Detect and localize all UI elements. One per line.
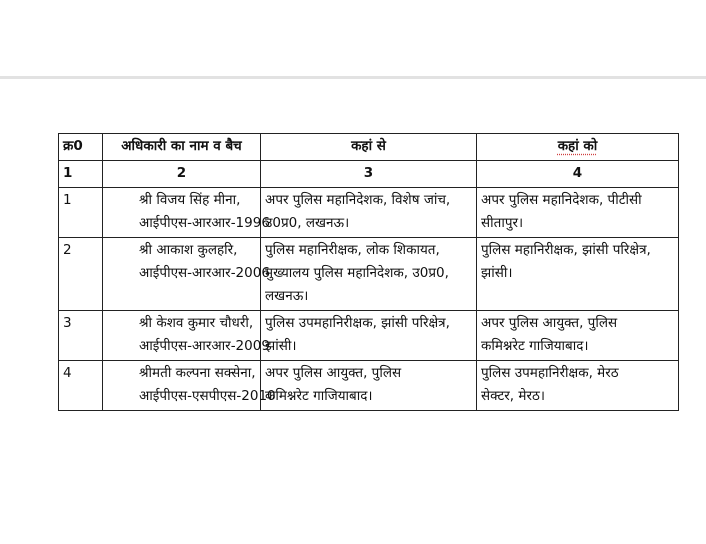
officer-name: श्री विजय सिंह मीना, [139,192,241,208]
to-line: पुलिस महानिरीक्षक, झांसी परिक्षेत्र, [481,242,651,258]
from-line: अपर पुलिस आयुक्त, पुलिस [265,365,402,381]
officer-name: श्री केशव कुमार चौधरी, [139,315,254,331]
to-line: सेक्टर, मेरठ। [481,388,545,404]
header-row [59,134,679,161]
top-divider [0,76,706,79]
to-line: अपर पुलिस आयुक्त, पुलिस [481,315,618,331]
officer-cell [103,361,276,411]
officer-cell [103,238,270,311]
officer-batch: आईपीएस-आरआर-2006 [139,265,270,281]
index-cell: 2 [103,161,261,188]
officer-name: श्री आकाश कुलहरि, [139,242,238,258]
to-line: कमिश्नरेट गाजियाबाद। [481,338,589,354]
to-line: अपर पुलिस महानिदेशक, पीटीसी [481,192,642,208]
index-cell: 4 [477,161,679,188]
to-cell [477,188,679,238]
header-serial: क्र0 [59,134,103,161]
table-row [59,311,679,361]
from-cell [261,238,477,311]
officer-batch: आईपीएस-आरआर-1996 [139,215,270,231]
to-cell [477,361,679,411]
serial-cell: 4 [59,361,103,411]
from-cell [261,188,477,238]
index-row [59,161,679,188]
header-to [477,134,679,161]
from-line: पुलिस उपमहानिरीक्षक, झांसी परिक्षेत्र, [265,315,450,331]
officer-cell [103,188,270,238]
from-cell [261,361,477,411]
from-line: मुख्यालय पुलिस महानिदेशक, उ0प्र0, [265,265,449,281]
serial-cell: 3 [59,311,103,361]
from-line: कमिश्नरेट गाजियाबाद। [265,388,373,404]
from-cell [261,311,477,361]
index-cell: 1 [59,161,103,188]
officer-batch: आईपीएस-एसपीएस-2010 [139,388,276,404]
header-from: कहां से [261,134,477,161]
table-row [59,361,679,411]
header-officer: अधिकारी का नाम व बैच [103,134,261,161]
to-line: पुलिस उपमहानिरीक्षक, मेरठ [481,365,619,381]
table-row [59,238,679,311]
to-line: झांसी। [481,265,513,281]
serial-cell: 2 [59,238,103,311]
to-cell [477,238,679,311]
officer-name: श्रीमती कल्पना सक्सेना, [139,365,256,381]
from-line: उ0प्र0, लखनऊ। [265,215,350,231]
officer-cell [103,311,270,361]
from-line: लखनऊ। [265,288,309,304]
transfer-table [58,133,679,411]
officer-batch: आईपीएस-आरआर-2009 [139,338,270,354]
index-cell: 3 [261,161,477,188]
to-cell [477,311,679,361]
header-to-text: कहां को [557,138,598,154]
serial-cell: 1 [59,188,103,238]
from-line: अपर पुलिस महानिदेशक, विशेष जांच, [265,192,451,208]
table-row [59,188,679,238]
from-line: झांसी। [265,338,297,354]
to-line: सीतापुर। [481,215,524,231]
from-line: पुलिस महानिरीक्षक, लोक शिकायत, [265,242,440,258]
